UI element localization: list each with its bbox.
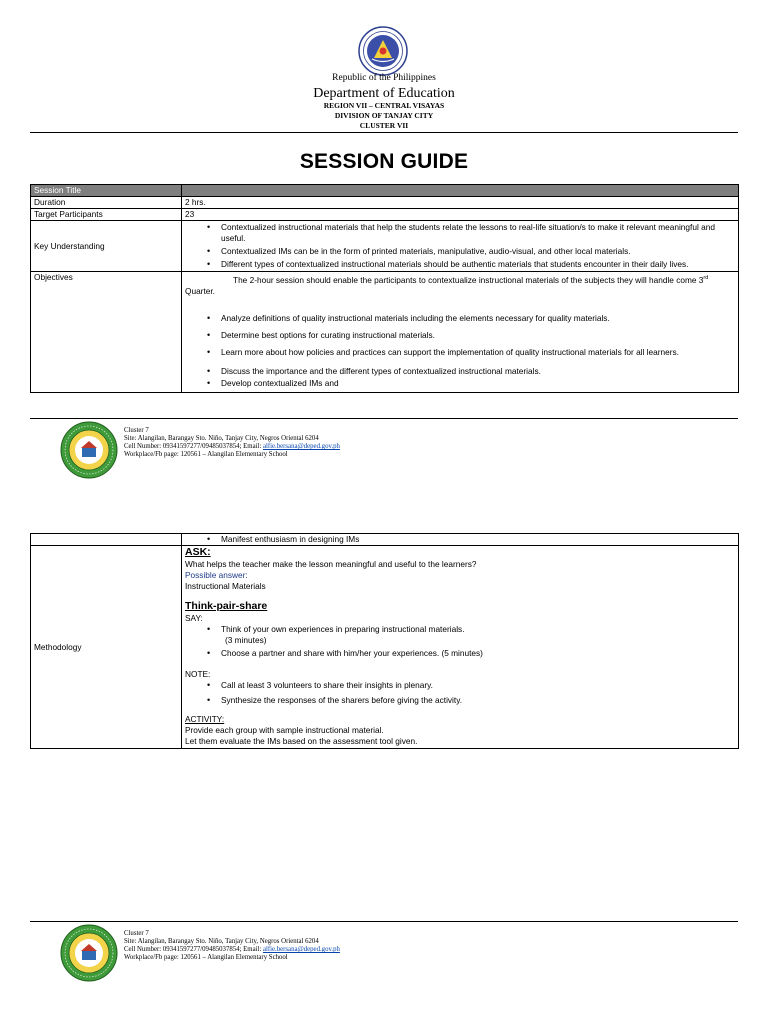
footer-site: Site: Alangilan, Barangay Sto. Niño, Tanjay City, Negros Oriental 6204 <box>124 435 319 442</box>
say-label: SAY: <box>185 613 203 623</box>
footer-email-link[interactable]: alfie.bersana@deped.gov.ph <box>262 946 340 953</box>
region-line: REGION VII – CENTRAL VISAYAS <box>323 101 445 110</box>
footer-divider <box>30 921 738 922</box>
footer-cluster: Cluster 7 <box>124 427 149 434</box>
footer-workplace: Workplace/Fb page: 120561 – Alangilan Elementary School <box>124 954 288 961</box>
note-label: NOTE: <box>185 669 211 679</box>
objective-item: • Manifest enthusiasm in designing IMs <box>221 534 735 545</box>
objective-item: • Develop contextualized IMs and <box>221 378 735 389</box>
objectives-intro-sup: rd <box>703 275 709 281</box>
session-table <box>30 184 739 393</box>
continued-label <box>31 534 182 546</box>
footer-info <box>124 427 340 459</box>
objective-item: • Analyze definitions of quality instructional materials including the elements necessary for quality materials. <box>221 313 735 324</box>
say-item-text: Think of your own experiences in preparing instructional materials. <box>221 624 465 634</box>
say-item: • Choose a partner and share with him/her your experiences. (5 minutes) <box>221 648 735 659</box>
key-understanding-cell <box>182 221 739 272</box>
activity-line: Let them evaluate the IMs based on the assessment tool given. <box>185 736 418 746</box>
footer-site: Site: Alangilan, Barangay Sto. Niño, Tanjay City, Negros Oriental 6204 <box>124 938 319 945</box>
deped-seal-logo <box>358 26 408 76</box>
participants-row <box>31 209 739 221</box>
school-seal-logo <box>60 924 118 982</box>
key-item: • Contextualized IMs can be in the form of printed materials, manipulative, audio-visual, and other local materials. <box>221 246 735 257</box>
objectives-label: Objectives <box>31 272 182 393</box>
objectives-cell <box>182 272 739 393</box>
methodology-label: Methodology <box>31 546 182 749</box>
department-line: Department of Education <box>313 86 455 101</box>
footer-contact <box>124 946 340 954</box>
footer-email-link[interactable]: alfie.bersana@deped.gov.ph <box>262 443 340 450</box>
footer-cell: Cell Number: 09341597277/09485037854; Email: <box>124 946 263 953</box>
methodology-table <box>30 533 739 749</box>
activity-line: Provide each group with sample instructional material. <box>185 725 384 735</box>
key-understanding-row <box>31 221 739 272</box>
ask-heading: ASK: <box>185 546 211 558</box>
footer-cell: Cell Number: 09341597277/09485037854; Email: <box>124 443 263 450</box>
objective-item: • Learn more about how policies and practices can support the implementation of quality instructional materials for all learners. <box>221 347 735 358</box>
continued-cell <box>182 534 739 546</box>
continued-row <box>31 534 739 546</box>
objective-item: • Determine best options for curating instructional materials. <box>221 330 735 341</box>
say-item-time: (3 minutes) <box>225 635 267 645</box>
participants-label: Target Participants <box>31 209 182 221</box>
key-understanding-label: Key Understanding <box>31 221 182 272</box>
duration-label: Duration <box>31 197 182 209</box>
cluster-line: CLUSTER VII <box>359 121 409 130</box>
session-title-label: Session Title <box>31 185 182 197</box>
footer-workplace: Workplace/Fb page: 120561 – Alangilan Elementary School <box>124 451 288 458</box>
note-item: • Synthesize the responses of the sharers before giving the activity. <box>221 695 735 706</box>
possible-answer-label: Possible answer: <box>185 570 248 580</box>
footer-info <box>124 930 340 962</box>
objectives-intro <box>185 273 735 297</box>
say-item <box>221 624 735 646</box>
division-line: DIVISION OF TANJAY CITY <box>334 111 434 120</box>
think-pair-share-heading: Think-pair-share <box>185 600 268 612</box>
session-title-value <box>182 185 739 197</box>
duration-value: 2 hrs. <box>182 197 739 209</box>
objective-item: • Discuss the importance and the different types of contextualized instructional materials. <box>221 366 735 377</box>
key-item: • Different types of contextualized instructional materials should be authentic materials that students encounter in their daily lives. <box>221 259 735 270</box>
objectives-intro-text: The 2-hour session should enable the participants to contextualize instructional materials of the subjects they will handle come 3 <box>233 274 704 285</box>
document-title: SESSION GUIDE <box>299 150 469 173</box>
note-item: • Call at least 3 volunteers to share their insights in plenary. <box>221 680 735 691</box>
possible-answer: Instructional Materials <box>185 581 266 591</box>
participants-value: 23 <box>182 209 739 221</box>
footer-divider <box>30 418 738 419</box>
duration-row <box>31 197 739 209</box>
header-divider <box>30 132 738 133</box>
ask-question: What helps the teacher make the lesson meaningful and useful to the learners? <box>185 559 477 569</box>
objectives-row <box>31 272 739 393</box>
footer-contact <box>124 443 340 451</box>
session-title-row <box>31 185 739 197</box>
republic-line: Republic of the Philippines <box>332 73 436 83</box>
activity-label: ACTIVITY: <box>185 714 225 724</box>
footer-cluster: Cluster 7 <box>124 930 149 937</box>
school-seal-logo <box>60 421 118 479</box>
methodology-cell <box>182 546 739 749</box>
objectives-intro-end: Quarter. <box>185 285 215 296</box>
key-item: • Contextualized instructional materials that help the students relate the lessons to real-life situation/s to make it relevant meaningful and useful. <box>221 222 735 244</box>
methodology-row <box>31 546 739 749</box>
